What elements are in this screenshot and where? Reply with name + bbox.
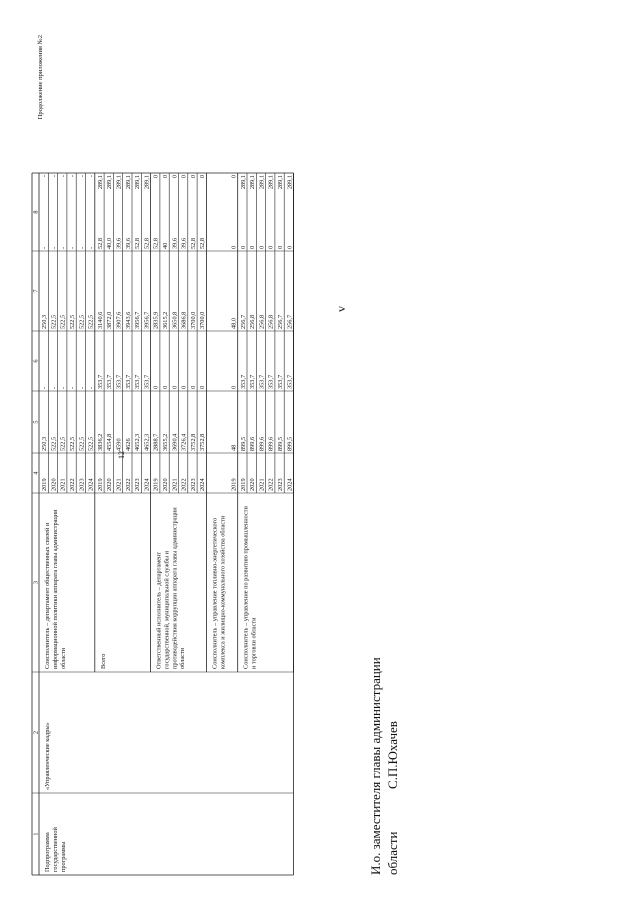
executor-text-line: и торговли области (250, 617, 258, 669)
total-amount-cell: 48 (230, 444, 238, 451)
federal-budget-cell: - (87, 386, 95, 389)
executor-text-line: государственной, муниципальной службы и (163, 551, 171, 669)
year-cell: 2023 (277, 478, 284, 491)
federal-budget-cell: 0 (180, 385, 188, 389)
federal-budget-cell: 353,7 (124, 374, 132, 389)
total-amount-cell: 3752,8 (189, 433, 197, 451)
local-budget-cell: 39,6 (180, 237, 188, 249)
total-amount-cell: 3836,2 (96, 433, 104, 451)
total-amount-cell: 522,5 (78, 436, 86, 451)
regional-budget-cell: 3615,2 (162, 311, 169, 329)
signature-area-label: области (385, 831, 400, 875)
executor-text-line: Соисполнитель – управление по развитию промышленности (242, 506, 250, 669)
regional-budget-cell: 522,5 (59, 314, 67, 329)
federal-budget-cell: 353,7 (258, 374, 266, 389)
year-cell: 2020 (249, 478, 257, 491)
regional-budget-cell: 256,7 (277, 314, 284, 329)
year-cell: 2021 (59, 478, 67, 491)
year-cell: 2021 (171, 478, 179, 491)
regional-budget-cell: 256,7 (239, 314, 247, 329)
year-cell: 2023 (134, 478, 142, 491)
column-header-number: 6 (32, 359, 40, 363)
executor-text-line: Подпрограмма (44, 832, 51, 872)
executor-text-line: комплекса и жилищно-коммунального хозяйства области (219, 515, 227, 669)
year-cell: 2022 (69, 478, 76, 491)
federal-budget-cell: 353,7 (286, 374, 294, 389)
year-cell: 2023 (78, 478, 86, 491)
extra-budget-cell: 289,1 (124, 175, 132, 190)
total-amount-cell: 899,5 (239, 436, 247, 451)
year-cell: 2019 (41, 478, 49, 491)
total-amount-cell: 3655,2 (162, 433, 169, 451)
federal-budget-cell: 0 (171, 385, 179, 389)
signature-title: И.о. заместителя главы администрации (368, 657, 383, 875)
total-amount-cell: 3726,4 (180, 433, 188, 451)
local-budget-cell: 52,8 (152, 237, 160, 249)
executor-text-line: информационной политики аппарата главы администрации (51, 509, 59, 669)
extra-budget-cell: - (50, 175, 58, 178)
year-cell: 2020 (162, 478, 169, 491)
extra-budget-cell: 0 (162, 175, 169, 179)
local-budget-cell: 39,6 (171, 237, 179, 249)
regional-budget-cell: 522,5 (78, 314, 86, 329)
local-budget-cell: 40 (162, 242, 169, 249)
total-amount-cell: 4652,3 (143, 433, 151, 451)
local-budget-cell: - (41, 246, 49, 249)
total-amount-cell: 899,6 (249, 436, 257, 451)
federal-budget-cell: 353,7 (239, 374, 247, 389)
federal-budget-cell: - (41, 386, 49, 389)
local-budget-cell: 52,8 (189, 237, 197, 249)
extra-budget-cell: 0 (180, 175, 188, 179)
total-amount-cell: 4554,8 (106, 433, 114, 451)
local-budget-cell: - (50, 246, 58, 249)
year-cell: 2024 (87, 478, 95, 491)
extra-budget-cell: 289,1 (143, 175, 151, 190)
regional-budget-cell: 3872,0 (106, 311, 114, 329)
regional-budget-cell: 3140,6 (96, 311, 104, 329)
executor-text-line: «Управленческие кадры» (44, 722, 51, 790)
year-cell: 2024 (286, 478, 294, 491)
executor-text-line: противодействия коррупции аппарата главы администрации (171, 507, 179, 669)
column-header-number: 7 (32, 289, 40, 293)
year-cell: 2022 (124, 478, 132, 491)
executor-cell (100, 654, 107, 669)
column-header-number: 2 (32, 730, 40, 735)
regional-budget-cell: 522,5 (69, 314, 76, 329)
extra-budget-cell: 0 (230, 175, 238, 179)
federal-budget-cell: - (59, 386, 67, 389)
regional-budget-cell: 3700,0 (189, 311, 197, 329)
local-budget-cell: - (78, 246, 86, 249)
federal-budget-cell: 353,7 (96, 374, 104, 389)
year-cell: 2022 (267, 478, 275, 491)
extra-budget-cell: 0 (199, 175, 207, 179)
year-cell: 2024 (143, 478, 151, 491)
local-budget-cell: 0 (258, 245, 266, 249)
regional-budget-cell: 522,5 (50, 314, 58, 329)
local-budget-cell: 0 (267, 245, 275, 249)
total-amount-cell: 522,5 (87, 436, 95, 451)
total-amount-cell: 522,5 (69, 436, 76, 451)
executor-cell (211, 515, 226, 669)
regional-budget-cell: 3650,8 (171, 311, 179, 329)
federal-budget-cell: 353,7 (106, 374, 114, 389)
local-budget-cell: - (87, 246, 95, 249)
executor-text-line: Соисполнитель – управление топливно-энергетического (211, 517, 219, 669)
total-amount-cell: 522,5 (59, 436, 67, 451)
federal-budget-cell: 353,7 (277, 374, 284, 389)
total-amount-cell: 2888,7 (152, 433, 160, 451)
total-amount-cell: 3690,4 (171, 433, 179, 451)
extra-budget-cell: 0 (152, 175, 160, 179)
regional-budget-cell: 250,3 (41, 314, 49, 329)
local-budget-cell: 0 (239, 245, 247, 249)
subprogram-name-cell (44, 722, 51, 790)
extra-budget-cell: 289,1 (134, 175, 142, 190)
extra-budget-cell: - (78, 175, 86, 178)
local-budget-cell: 52,8 (199, 237, 207, 249)
federal-budget-cell: - (69, 386, 76, 389)
federal-budget-cell: 0 (199, 385, 207, 389)
total-amount-cell: 899,5 (286, 436, 294, 451)
executor-text-line: государственной (51, 827, 59, 872)
year-cell: 2021 (258, 478, 266, 491)
regional-budget-cell: 256,8 (249, 314, 257, 329)
extra-budget-cell: 289,1 (106, 175, 114, 190)
local-budget-cell: 52,8 (96, 237, 104, 249)
regional-budget-cell: 3907,6 (115, 311, 123, 329)
executor-text-line: Ответственный исполнитель – департамент (155, 551, 163, 669)
total-amount-cell: 899,5 (277, 436, 284, 451)
regional-budget-cell: 3700,0 (199, 311, 207, 329)
local-budget-cell: 0 (277, 245, 284, 249)
local-budget-cell: 40,0 (106, 237, 114, 249)
federal-budget-cell: 353,7 (143, 374, 151, 389)
extra-budget-cell: - (87, 175, 95, 178)
local-budget-cell: 39,6 (115, 237, 123, 249)
regional-budget-cell: 2835,9 (152, 311, 160, 329)
year-cell: 2023 (189, 478, 197, 491)
handwritten-mark: v (334, 306, 348, 312)
extra-budget-cell: 0 (171, 175, 179, 179)
year-cell: 2024 (199, 478, 207, 491)
total-amount-cell: 522,5 (50, 436, 58, 451)
federal-budget-cell: 0 (230, 385, 238, 389)
federal-budget-cell: 353,7 (115, 374, 123, 389)
regional-budget-cell: 256,8 (258, 314, 266, 329)
local-budget-cell: 52,8 (134, 237, 142, 249)
local-budget-cell: - (59, 246, 67, 249)
extra-budget-cell: 289,1 (277, 175, 284, 190)
column-header-number: 5 (32, 420, 40, 424)
local-budget-cell: - (69, 246, 76, 249)
executor-text-line: Всего (99, 653, 107, 669)
column-header-number: 1 (32, 832, 40, 836)
total-amount-cell: 899,6 (258, 436, 266, 451)
extra-budget-cell: 289,1 (249, 175, 257, 190)
regional-budget-cell: 522,5 (87, 314, 95, 329)
extra-budget-cell: - (59, 175, 67, 178)
executor-text-line: области (179, 647, 187, 669)
local-budget-cell: 39,6 (124, 237, 132, 249)
local-budget-cell: 0 (286, 245, 294, 249)
extra-budget-cell: 289,1 (258, 175, 266, 190)
federal-budget-cell: - (78, 386, 86, 389)
local-budget-cell: 0 (230, 245, 238, 249)
continuation-note: Продолжение приложения №2 (37, 35, 44, 120)
total-amount-cell: 250,3 (41, 436, 49, 451)
federal-budget-cell: 0 (189, 385, 197, 389)
extra-budget-cell: 289,1 (96, 175, 104, 190)
federal-budget-cell: 353,7 (267, 374, 275, 389)
extra-budget-cell: - (69, 175, 76, 178)
federal-budget-cell: - (50, 386, 58, 389)
total-amount-cell: 3752,8 (199, 433, 207, 451)
signature-name: С.П.Юхачев (385, 721, 400, 789)
column-header-number: 4 (32, 471, 40, 475)
extra-budget-cell: 0 (189, 175, 197, 179)
year-cell: 2020 (106, 478, 114, 491)
regional-budget-cell: 3686,8 (180, 311, 188, 329)
federal-budget-cell: 0 (162, 385, 169, 389)
executor-text-line: области (59, 647, 67, 669)
total-amount-cell: 4626 (124, 438, 132, 451)
executor-text-line: программы (59, 841, 67, 872)
year-cell: 2019 (96, 478, 104, 491)
extra-budget-cell: 289,1 (239, 175, 247, 190)
federal-budget-cell: 0 (152, 385, 160, 389)
regional-budget-cell: 3943,6 (124, 311, 132, 329)
local-budget-cell: 0 (249, 245, 257, 249)
total-amount-cell: 899,6 (267, 436, 275, 451)
year-cell: 2021 (115, 478, 123, 491)
local-budget-cell: 52,8 (143, 237, 151, 249)
year-cell: 2022 (180, 478, 188, 491)
total-amount-cell: 4590 (115, 438, 123, 451)
year-cell: 2019 (239, 478, 247, 491)
extra-budget-cell: 289,1 (286, 175, 294, 190)
regional-budget-cell: 3956,7 (134, 311, 142, 329)
year-cell: 2020 (50, 478, 58, 491)
column-header-number: 8 (32, 210, 40, 214)
regional-budget-cell: 48,0 (230, 317, 238, 329)
page-number: 12 (117, 451, 126, 459)
column-header-number: 3 (32, 580, 40, 585)
federal-budget-cell: 353,7 (134, 374, 142, 389)
extra-budget-cell: 289,1 (115, 175, 123, 190)
regional-budget-cell: 256,8 (267, 314, 275, 329)
federal-budget-cell: 353,7 (249, 374, 257, 389)
regional-budget-cell: 3956,7 (143, 311, 151, 329)
year-cell: 2019 (152, 478, 160, 491)
year-cell: 2019 (230, 478, 238, 491)
regional-budget-cell: 256,7 (286, 314, 294, 329)
total-amount-cell: 4652,3 (134, 433, 142, 451)
extra-budget-cell: 289,1 (267, 175, 275, 190)
executor-text-line: Соисполнитель – департамент общественных связей и (44, 522, 51, 669)
extra-budget-cell: - (41, 175, 49, 178)
